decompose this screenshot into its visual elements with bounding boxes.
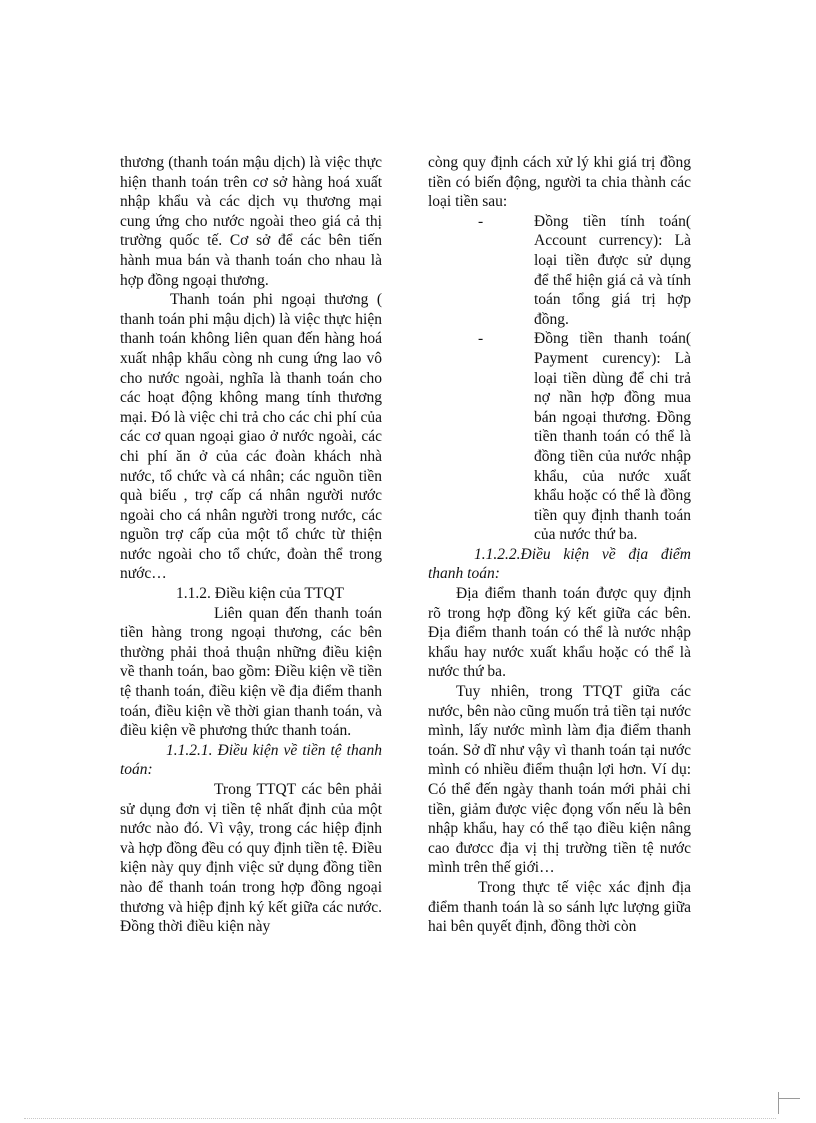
list-item [428, 329, 691, 545]
paragraph: Trong TTQT các bên phải sử dụng đơn vị tiền tệ nhất định của một nước nào đó. Vì vậy, trong các hiệp định và hợp đồng đều có quy định tiền tệ. Điều kiện này quy định việc sử dụng đồng tiền nào để thanh toán trong hợp đồng ngoại thương và hiệp định ký kết giữa các nước. Đồng thời điều kiện này [120, 781, 382, 936]
list-item-text: Đồng tiền thanh toán( Payment curency): Là loại tiền dùng để chi trả nợ nần hợp đồng mua bán ngoại thương. Đồng tiền thanh toán có thể là đồng tiền của nước nhập khẩu, của nước xuất khẩu hoặc có thể là đồng tiền quy định thanh toán của nước thứ ba. [534, 330, 691, 544]
section-heading: 1.1.2. Điều kiện của TTQT [176, 585, 345, 603]
paragraph: Trong thực tế việc xác định địa điểm thanh toán là so sánh lực lượng giữa hai bên quyết định, đồng thời còn [428, 878, 691, 936]
subheading: 1.1.2.2.Điều kiện về địa điểm thanh toán: [428, 545, 691, 583]
list-bullet: - [478, 330, 484, 348]
paragraph: còng quy định cách xử lý khi giá trị đồng tiền có biến động, người ta chia thành các loại tiền sau: [428, 154, 691, 211]
paragraph: thương (thanh toán mậu dịch) là việc thực hiện thanh toán trên cơ sở hàng hoá xuất nhập khẩu và các dịch vụ thương mại cung ứng cho nước ngoài theo giá cả thị trường quốc tế. Cơ sở để các bên tiến hành mua bán và thanh toán cho nhau là hợp đồng ngoại thương. [120, 154, 382, 289]
right-column [428, 153, 691, 937]
list-item-text: Đồng tiền tính toán( Account currency): Là loại tiền được sử dụng để thể hiện giá cả và tính toán tổng giá trị hợp đồng. [534, 212, 691, 328]
list-bullet: - [478, 212, 484, 230]
left-column [120, 153, 382, 937]
paragraph: Địa điểm thanh toán được quy định rõ trong hợp đồng ký kết giữa các bên. Địa điểm thanh toán có thể là nước nhập khẩu hay nước xuất khẩu hoặc có thể là nước thứ ba. [428, 585, 691, 681]
page-corner-mark [778, 1098, 800, 1099]
subheading: 1.1.2.1. Điều kiện về tiền tệ thanh toán: [120, 741, 382, 779]
list-item [428, 212, 691, 330]
paragraph: Tuy nhiên, trong TTQT giữa các nước, bên nào cũng muốn trả tiền tại nước mình, lấy nước mình làm địa điểm thanh toán. Sở dĩ như vậy vì thanh toán tại nước mình có nhiều điểm thuận lợi hơn. Ví dụ: Có thể đến ngày thanh toán mới phải chi tiền, giảm được việc đọng vốn nếu là bên nhập khẩu, hay có thể tạo điều kiện nâng cao đươcc địa vị thị trường tiền tệ nước mình trên thế giới… [428, 683, 691, 877]
page-corner-mark [778, 1092, 779, 1114]
paragraph: Liên quan đến thanh toán tiền hàng trong ngoại thương, các bên thường phải thoả thuận những điều kiện về thanh toán, bao gồm: Điều kiện về tiền tệ thanh toán, điều kiện về địa điểm thanh toán, điều kiện về thời gian thanh toán, và điều kiện về phương thức thanh toán. [120, 604, 382, 740]
page-bottom-border [24, 1118, 776, 1119]
paragraph: Thanh toán phi ngoại thương ( thanh toán phi mậu dịch) là việc thực hiện thanh toán không liên quan đến hàng hoá xuất nhập khẩu còng nh cung ứng lao vô cho nước ngoài, nghĩa là thanh toán cho các hoạt động không mang tính thương mại. Đó là việc chi trả cho các chi phí của các cơ quan ngoại giao ở nước ngoài, các chi phí ăn ở của các đoàn khách nhà nước, tổ chức và cá nhân; các nguồn tiền quà biếu , trợ cấp cá nhân người nước ngoài cho cá nhân người trong nước, các nguồn trợ cấp của một tổ chức từ thiện nước ngoài cho tổ chức, đoàn thể trong nước… [120, 291, 382, 583]
